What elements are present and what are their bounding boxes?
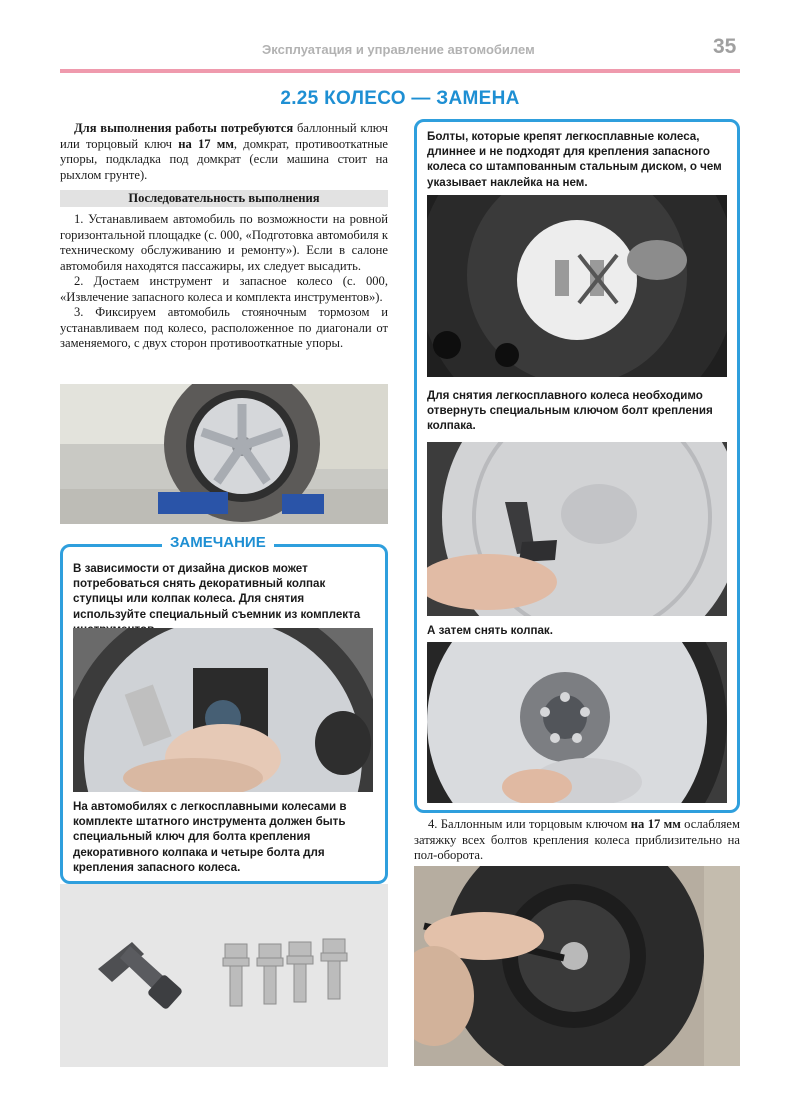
bolts [223,939,347,1006]
step-1: 1. Устанавливаем автомобиль по возможности на ровной горизонтальной площадке (с. 000, «Подготовка автомобиля к техническому обслуживанию и ремонту»). Если в салоне автомобиля находятся пассажиры, их следует высадить. [60,212,388,273]
cap-key-tool [98,942,183,1010]
chapter-title: 2.25 КОЛЕСО — ЗАМЕНА [280,88,520,109]
photo-hubcap-puller [73,628,373,792]
intro-lead: Для выполнения работы потребуются [74,121,294,135]
intro-text-a: баллонный ключ или торцовый ключ [60,121,388,151]
page-number: 35 [713,35,737,58]
tools-panel [60,884,388,1067]
photo-remove-cap [427,642,727,803]
step-4 [414,817,740,864]
wrench-and-bolts-illustration [60,884,388,1067]
note-text-2: На автомобилях с легкосплавными колесами в комплекте штатного инструмента должен быть специальный ключ для болта крепления декоративного колпака и четыре болта для крепления запасного колеса. [73,800,347,874]
running-header-title: Эксплуатация и управление автомобилем [262,42,535,57]
photo-spare-wheel-sticker [427,195,727,377]
note-label: ЗАМЕЧАНИЕ [162,534,274,551]
alloy-text-1: Болты, которые крепят легкосплавные колеса, длиннее и не подходят для крепления запасного колеса со штампованным стальным диском, о чем указывает наклейка на нем. [427,130,722,189]
alloy-text-3: А затем снять колпак. [427,624,553,637]
step4-text-a: 4. Баллонным или торцовым ключом [428,817,631,831]
steps-list [60,212,388,352]
photo-unscrew-cap-bolt [427,442,727,616]
intro-paragraph [60,121,388,183]
sequence-heading: Последовательность выполнения [60,190,388,207]
header-divider [60,69,740,73]
alloy-text-2: Для снятия легкосплавного колеса необходимо отвернуть специальным ключом болт крепления колпака. [427,389,713,433]
intro-size: на 17 мм [178,136,234,151]
step4-text-b: ослабляем затяжку всех болтов крепления колеса приблизительно на пол-оборота. [414,817,740,862]
photo-loosen-bolts [414,866,740,1066]
step-2: 2. Достаем инструмент и запасное колесо (с. 000, «Извлечение запасного колеса и комплекта инструментов»). [60,274,388,304]
step-3: 3. Фиксируем автомобиль стояночным тормозом и устанавливаем под колесо, расположенное по диагонали от заменяемого, с двух сторон противооткатные упоры. [60,305,388,350]
photo-wheel-chocks [60,384,388,524]
step4-size: на 17 мм [630,817,681,831]
note-text-1: В зависимости от дизайна дисков может потребоваться снять декоративный колпак ступицы или колпак колеса. Для снятия используйте специальный съемник из комплекта [73,562,361,621]
intro-text-b: , домкрат, противооткатные упоры, подкладка под домкрат (если машина стоит на рыхлом грунте). [60,136,388,182]
